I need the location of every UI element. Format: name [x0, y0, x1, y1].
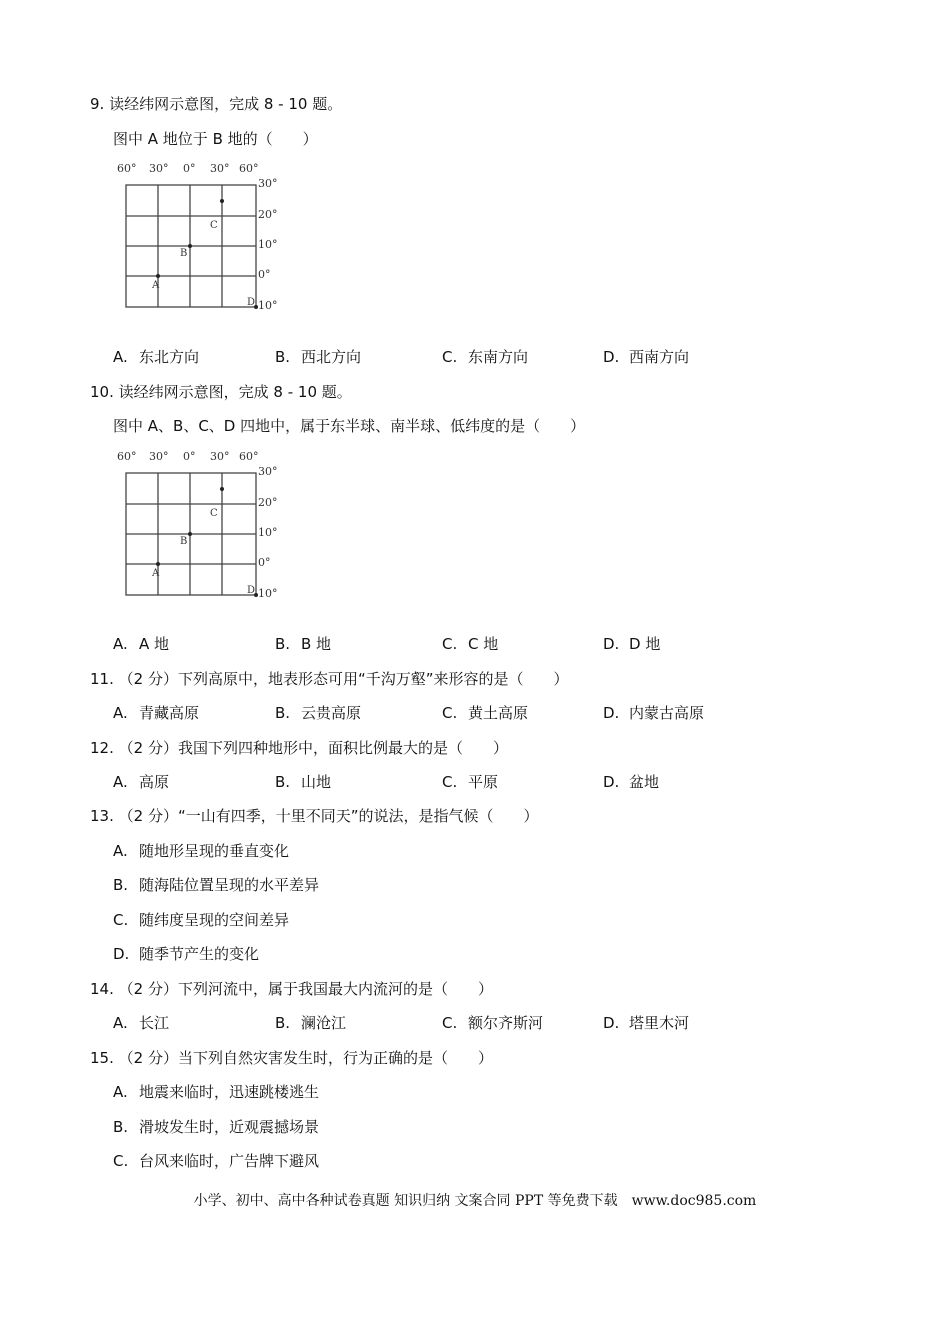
q11-option-c[interactable]: C. 黄土高原 — [442, 704, 529, 722]
graticule-figure-q10 — [112, 446, 312, 610]
q13-option-a[interactable]: A. 随地形呈现的垂直变化 — [113, 842, 290, 860]
lat-label: 10° — [258, 238, 278, 251]
lat-label: 0° — [258, 268, 271, 281]
lat-label: 10° — [258, 587, 278, 600]
q14-option-b[interactable]: B. 澜沧江 — [275, 1014, 347, 1032]
q11-option-b[interactable]: B. 云贵高原 — [275, 704, 362, 722]
q15-option-c[interactable]: C. 台风来临时，广告牌下避风 — [113, 1152, 320, 1170]
lon-label: 30° — [149, 450, 169, 463]
graticule-svg — [112, 446, 312, 606]
q10-option-d[interactable]: D. D 地 — [603, 635, 661, 653]
lon-label: 60° — [239, 162, 259, 175]
lat-label: 30° — [258, 465, 278, 478]
question-10-stem: 10. 读经纬网示意图，完成 8 - 10 题。 — [90, 383, 352, 401]
lon-label: 30° — [210, 450, 230, 463]
lon-label: 60° — [117, 162, 137, 175]
q14-option-c[interactable]: C. 额尔齐斯河 — [442, 1014, 544, 1032]
question-13-stem: 13. （2 分）“一山有四季，十里不同天”的说法，是指气候（ ） — [90, 807, 539, 825]
point-d-label: D — [247, 585, 256, 596]
q12-option-d[interactable]: D. 盆地 — [603, 773, 660, 791]
q15-option-b[interactable]: B. 滑坡发生时，近观震撼场景 — [113, 1118, 320, 1136]
graticule-svg — [112, 158, 312, 318]
page-footer: 小学、初中、高中各种试卷真题 知识归纳 文案合同 PPT 等免费下载 www.doc985.com — [193, 1193, 757, 1209]
lat-label: 0° — [258, 556, 271, 569]
point-c-label: C — [210, 220, 218, 231]
q9-option-d[interactable]: D. 西南方向 — [603, 348, 690, 366]
q14-option-a[interactable]: A. 长江 — [113, 1014, 170, 1032]
point-c-label: C — [210, 508, 218, 519]
q10-option-a[interactable]: A. A 地 — [113, 635, 170, 653]
q13-option-c[interactable]: C. 随纬度呈现的空间差异 — [113, 911, 290, 929]
q10-option-b[interactable]: B. B 地 — [275, 635, 332, 653]
point-a-label: A — [152, 568, 160, 579]
q13-option-d[interactable]: D. 随季节产生的变化 — [113, 945, 260, 963]
question-9-sub: 图中 A 地位于 B 地的（ ） — [113, 130, 318, 148]
q12-option-b[interactable]: B. 山地 — [275, 773, 332, 791]
q12-option-c[interactable]: C. 平原 — [442, 773, 499, 791]
question-10-sub: 图中 A、B、C、D 四地中，属于东半球、南半球、低纬度的是（ ） — [113, 417, 586, 435]
lat-label: 20° — [258, 208, 278, 221]
point-b-label: B — [180, 536, 188, 547]
lon-label: 30° — [149, 162, 169, 175]
q9-option-c[interactable]: C. 东南方向 — [442, 348, 529, 366]
question-14-stem: 14. （2 分）下列河流中，属于我国最大内流河的是（ ） — [90, 980, 493, 998]
point-b-label: B — [180, 248, 188, 259]
q15-option-a[interactable]: A. 地震来临时，迅速跳楼逃生 — [113, 1083, 320, 1101]
lon-label: 30° — [210, 162, 230, 175]
q9-option-b[interactable]: B. 西北方向 — [275, 348, 362, 366]
lat-label: 30° — [258, 177, 278, 190]
question-12-stem: 12. （2 分）我国下列四种地形中，面积比例最大的是（ ） — [90, 739, 508, 757]
q11-option-d[interactable]: D. 内蒙古高原 — [603, 704, 705, 722]
lon-label: 60° — [239, 450, 259, 463]
q14-option-d[interactable]: D. 塔里木河 — [603, 1014, 690, 1032]
q12-option-a[interactable]: A. 高原 — [113, 773, 170, 791]
lat-label: 10° — [258, 299, 278, 312]
question-11-stem: 11. （2 分）下列高原中，地表形态可用“千沟万壑”来形容的是（ ） — [90, 670, 569, 688]
lon-label: 0° — [183, 450, 196, 463]
lat-label: 10° — [258, 526, 278, 539]
q9-option-a[interactable]: A. 东北方向 — [113, 348, 200, 366]
q10-option-c[interactable]: C. C 地 — [442, 635, 499, 653]
q13-option-b[interactable]: B. 随海陆位置呈现的水平差异 — [113, 876, 320, 894]
lon-label: 0° — [183, 162, 196, 175]
point-d-label: D — [247, 297, 256, 308]
lon-label: 60° — [117, 450, 137, 463]
graticule-figure-q9 — [112, 158, 312, 322]
point-a-label: A — [152, 280, 160, 291]
question-15-stem: 15. （2 分）当下列自然灾害发生时，行为正确的是（ ） — [90, 1049, 493, 1067]
question-9-stem: 9. 读经纬网示意图，完成 8 - 10 题。 — [90, 95, 343, 113]
lat-label: 20° — [258, 496, 278, 509]
q11-option-a[interactable]: A. 青藏高原 — [113, 704, 200, 722]
